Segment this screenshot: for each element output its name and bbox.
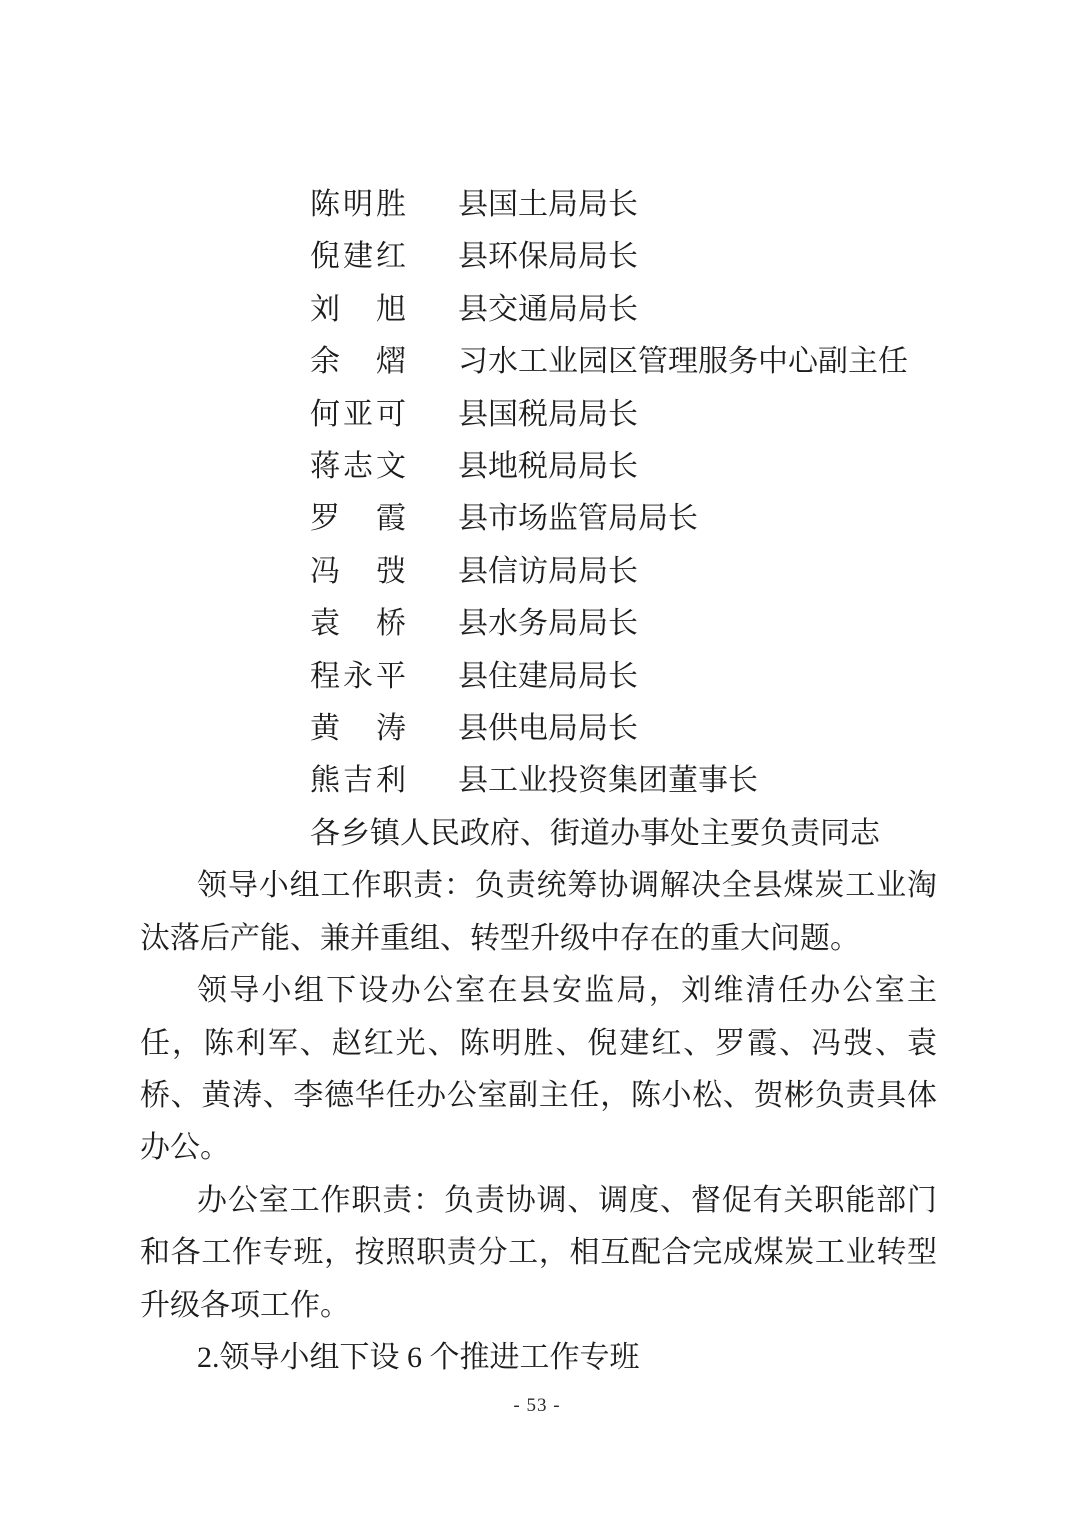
member-title: 县市场监管局局长	[458, 502, 698, 536]
member-title: 县信访局局长	[458, 554, 638, 588]
member-name: 倪建红	[310, 240, 406, 274]
member-note: 各乡镇人民政府、街道办事处主要负责同志	[310, 816, 880, 850]
member-name: 陈明胜	[310, 188, 406, 221]
member-row	[140, 179, 937, 231]
member-name: 程永平	[310, 659, 406, 693]
member-name: 罗霞	[310, 502, 406, 536]
member-row	[140, 703, 937, 755]
paragraph: 2.领导小组下设 6 个推进工作专班	[197, 1340, 640, 1374]
member-row	[140, 231, 937, 283]
member-row	[140, 546, 937, 598]
member-name: 何亚可	[310, 397, 406, 431]
paragraph: 办公室工作职责：负责协调、调度、督促有关职能部门和各工作专班，按照职责分工，相互配合完成煤炭工业转型升级各项工作。	[140, 1183, 937, 1322]
paragraph: 领导小组下设办公室在县安监局，刘维清任办公室主任，陈利军、赵红光、陈明胜、倪建红、罗霞、冯弢、袁桥、黄涛、李德华任办公室副主任，陈小松、贺彬负责具体办公。	[140, 974, 937, 1165]
members-list	[140, 179, 937, 808]
member-title: 习水工业园区管理服务中心副主任	[458, 345, 908, 379]
member-name: 刘旭	[310, 292, 406, 326]
member-row	[140, 441, 937, 493]
member-name: 余熠	[310, 345, 406, 379]
member-name: 冯弢	[310, 554, 406, 588]
member-name: 黄涛	[310, 712, 406, 746]
paragraph: 领导小组工作职责：负责统筹协调解决全县煤炭工业淘汰落后产能、兼并重组、转型升级中存在的重大问题。	[140, 869, 937, 955]
document-content	[140, 179, 937, 1384]
paragraphs-section	[140, 860, 937, 1384]
member-name: 熊吉利	[310, 764, 406, 798]
member-title: 县国土局局长	[458, 188, 638, 221]
member-title: 县地税局局长	[458, 450, 638, 484]
member-name: 蒋志文	[310, 450, 406, 484]
member-name: 袁桥	[310, 607, 406, 641]
member-title: 县国税局局长	[458, 397, 638, 431]
page-number: - 53 -	[513, 1395, 561, 1416]
member-row	[140, 598, 937, 650]
member-title: 县交通局局长	[458, 292, 638, 326]
member-row	[140, 336, 937, 388]
member-row	[140, 284, 937, 336]
member-row	[140, 389, 937, 441]
member-title: 县住建局局长	[458, 659, 638, 693]
member-title: 县环保局局长	[458, 240, 638, 274]
member-title: 县供电局局长	[458, 712, 638, 746]
member-row	[140, 651, 937, 703]
member-row	[140, 755, 937, 807]
member-title: 县水务局局长	[458, 607, 638, 641]
member-row	[140, 493, 937, 545]
member-title: 县工业投资集团董事长	[458, 764, 758, 798]
